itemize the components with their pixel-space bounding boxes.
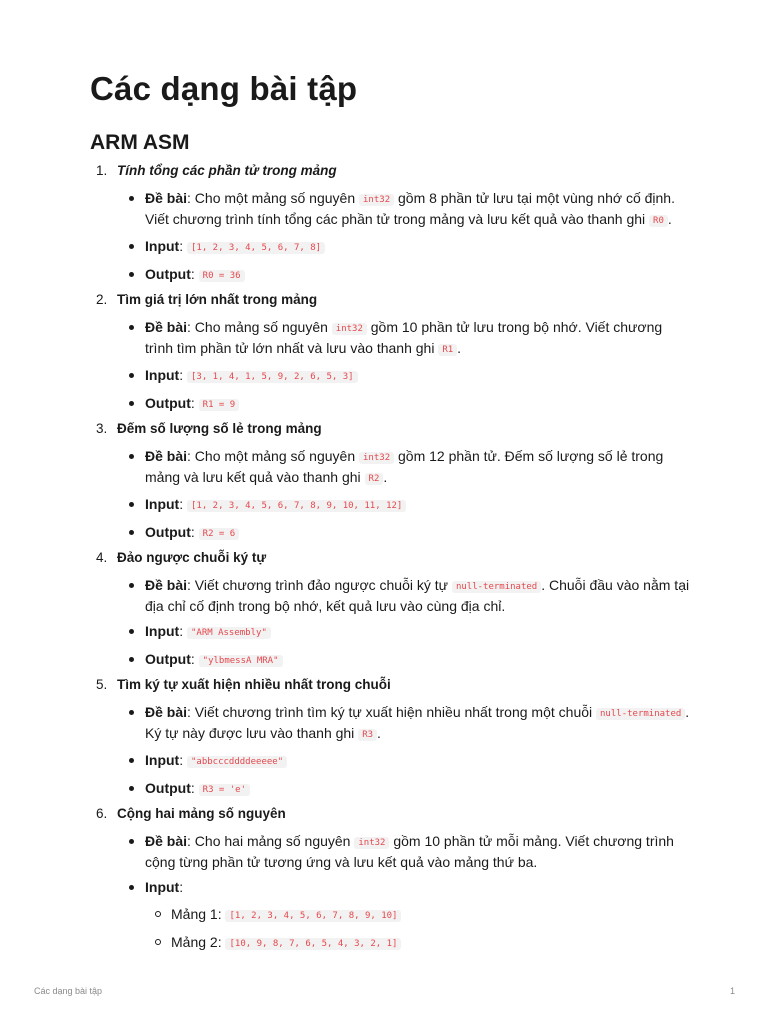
exercise-item xyxy=(90,547,690,670)
exercise-details xyxy=(90,576,690,670)
output-label: Output xyxy=(145,650,191,667)
colon: : xyxy=(179,752,184,768)
output-line xyxy=(90,523,690,544)
exercise-title xyxy=(90,547,690,569)
array-value: [10, 9, 8, 7, 6, 5, 4, 3, 2, 1] xyxy=(225,938,401,950)
exercise-item xyxy=(90,674,690,799)
problem-statement xyxy=(90,703,690,744)
exercise-title xyxy=(90,418,690,440)
exercise-item xyxy=(90,803,690,953)
input-value: "ARM Assembly" xyxy=(187,627,271,639)
colon: : xyxy=(179,623,184,639)
colon: : xyxy=(187,577,191,593)
inline-code: int32 xyxy=(332,323,367,335)
exercise-item xyxy=(90,160,690,285)
exercise-number: 3. xyxy=(96,421,108,436)
input-value: [1, 2, 3, 4, 5, 6, 7, 8, 9, 10, 11, 12] xyxy=(187,500,406,512)
array-line xyxy=(145,933,690,953)
colon: : xyxy=(179,879,184,895)
colon: : xyxy=(187,319,191,335)
exercise-item xyxy=(90,289,690,414)
input-line xyxy=(90,366,690,387)
output-label: Output xyxy=(145,779,191,796)
exercise-title-text: Tính tổng các phần tử trong mảng xyxy=(117,163,337,178)
input-value: "abbcccddddeeeee" xyxy=(187,756,287,768)
problem-text: . xyxy=(667,210,672,227)
exercise-title-text: Cộng hai mảng số nguyên xyxy=(117,806,286,821)
exercise-number: 2. xyxy=(96,292,108,307)
input-label: Input xyxy=(145,496,180,512)
input-label: Input xyxy=(145,623,180,639)
page-title: Các dạng bài tập xyxy=(90,70,358,107)
problem-label: Đề bài xyxy=(145,577,188,593)
problem-label: Đề bài xyxy=(145,448,188,464)
array-line xyxy=(145,905,690,925)
input-value: [3, 1, 4, 1, 5, 9, 2, 6, 5, 3] xyxy=(187,371,358,383)
exercise-number: 4. xyxy=(96,550,108,565)
exercise-title-text: Đếm số lượng số lẻ trong mảng xyxy=(117,421,322,436)
section-heading: ARM ASM xyxy=(90,131,190,154)
footer-title: Các dạng bài tập xyxy=(34,986,103,996)
problem-text: Cho mảng số nguyên xyxy=(194,319,328,335)
problem-text: . xyxy=(457,339,462,356)
problem-text: gồm 10 phần tử lưu trong bộ nhớ. Viết chương trình tìm phần tử lớn nhất và lưu vào thanh ghi xyxy=(145,319,663,356)
problem-label: Đề bài xyxy=(145,319,188,335)
problem-statement xyxy=(90,447,690,488)
exercise-title xyxy=(90,803,690,825)
exercise-title xyxy=(90,674,690,696)
output-label: Output xyxy=(145,523,191,540)
problem-text: Cho một mảng số nguyên xyxy=(194,190,356,206)
page-number: 1 xyxy=(730,986,736,996)
problem-text: . xyxy=(383,468,388,485)
colon: : xyxy=(187,704,191,720)
inline-code: R2 xyxy=(365,473,384,485)
colon: : xyxy=(187,190,191,206)
problem-text: Cho hai mảng số nguyên xyxy=(194,833,351,849)
output-line xyxy=(90,650,690,671)
problem-text: gồm 10 phần tử mỗi mảng. Viết chương trình cộng từng phần tử tương ứng và lưu kết quả vào mảng thứ ba. xyxy=(145,833,674,870)
input-label: Input xyxy=(145,238,180,254)
exercise-title-text: Tìm giá trị lớn nhất trong mảng xyxy=(117,292,318,307)
problem-text: gồm 8 phần tử lưu tại một vùng nhớ cố định. Viết chương trình tính tổng các phần tử trong mảng và lưu kết quả vào thanh ghi xyxy=(145,190,675,227)
problem-label: Đề bài xyxy=(145,704,188,720)
output-line xyxy=(90,265,690,286)
problem-label: Đề bài xyxy=(145,190,188,206)
inline-code: null-terminated xyxy=(452,581,541,593)
inline-code: int32 xyxy=(354,837,389,849)
inline-code: R0 xyxy=(649,215,668,227)
colon: : xyxy=(190,523,195,540)
exercise-title-text: Đảo ngược chuỗi ký tự xyxy=(117,550,267,565)
problem-text: Cho một mảng số nguyên xyxy=(194,448,356,464)
exercise-item xyxy=(90,418,690,543)
problem-statement xyxy=(90,832,690,871)
output-label: Output xyxy=(145,265,191,282)
input-label: Input xyxy=(145,879,180,895)
exercise-number: 6. xyxy=(96,806,108,821)
problem-label: Đề bài xyxy=(145,833,188,849)
inline-code: null-terminated xyxy=(596,708,685,720)
exercise-title xyxy=(90,160,690,182)
output-value: R2 = 6 xyxy=(199,528,240,540)
colon: : xyxy=(179,367,184,383)
exercise-details xyxy=(90,447,690,543)
problem-text: . xyxy=(377,724,381,741)
colon: : xyxy=(190,650,195,667)
problem-statement xyxy=(90,189,690,230)
problem-text: gồm 12 phần tử. Đếm số lượng số lẻ trong mảng và lưu kết quả vào thanh ghi xyxy=(145,448,664,485)
input-line xyxy=(90,622,690,643)
colon: : xyxy=(179,238,184,254)
input-line xyxy=(90,237,690,258)
output-line xyxy=(90,779,690,800)
problem-statement xyxy=(90,576,690,615)
inline-code: int32 xyxy=(359,194,394,206)
inline-code: R3 xyxy=(358,729,377,741)
input-arrays xyxy=(145,905,690,953)
problem-text: . Ký tự này được lưu vào thanh ghi xyxy=(145,704,690,741)
inline-code: R1 xyxy=(438,344,457,356)
exercise-details xyxy=(90,318,690,414)
problem-text: . Chuỗi đầu vào nằm tại địa chỉ cố định trong bộ nhớ, kết quả lưu vào cùng địa chỉ. xyxy=(145,577,690,614)
colon: : xyxy=(179,496,184,512)
problem-text: Viết chương trình đảo ngược chuỗi ký tự xyxy=(194,577,449,593)
output-value: "ylbmessA MRA" xyxy=(199,655,283,667)
input-line xyxy=(90,878,690,953)
problem-statement xyxy=(90,318,690,359)
exercise-details xyxy=(90,189,690,285)
input-line xyxy=(90,751,690,772)
colon: : xyxy=(190,779,195,796)
exercise-number: 5. xyxy=(96,677,108,692)
exercise-number: 1. xyxy=(96,163,108,178)
array-value: [1, 2, 3, 4, 5, 6, 7, 8, 9, 10] xyxy=(225,910,401,922)
exercise-title-text: Tìm ký tự xuất hiện nhiều nhất trong chuỗi xyxy=(117,677,391,692)
colon: : xyxy=(187,833,191,849)
input-line xyxy=(90,495,690,516)
exercise-details xyxy=(90,703,690,799)
inline-code: int32 xyxy=(359,452,394,464)
output-line xyxy=(90,394,690,415)
array-label: Mảng 1: xyxy=(171,905,222,922)
colon: : xyxy=(187,448,191,464)
exercise-title xyxy=(90,289,690,311)
output-value: R0 = 36 xyxy=(199,270,245,282)
output-value: R3 = 'e' xyxy=(199,784,250,796)
problem-text: Viết chương trình tìm ký tự xuất hiện nhiều nhất trong một chuỗi xyxy=(194,704,593,720)
array-label: Mảng 2: xyxy=(171,933,222,950)
output-label: Output xyxy=(145,394,191,411)
colon: : xyxy=(190,265,195,282)
output-value: R1 = 9 xyxy=(199,399,240,411)
exercise-list xyxy=(90,160,690,953)
input-label: Input xyxy=(145,752,180,768)
exercise-details xyxy=(90,832,690,953)
colon: : xyxy=(190,394,195,411)
input-label: Input xyxy=(145,367,180,383)
input-value: [1, 2, 3, 4, 5, 6, 7, 8] xyxy=(187,242,325,254)
